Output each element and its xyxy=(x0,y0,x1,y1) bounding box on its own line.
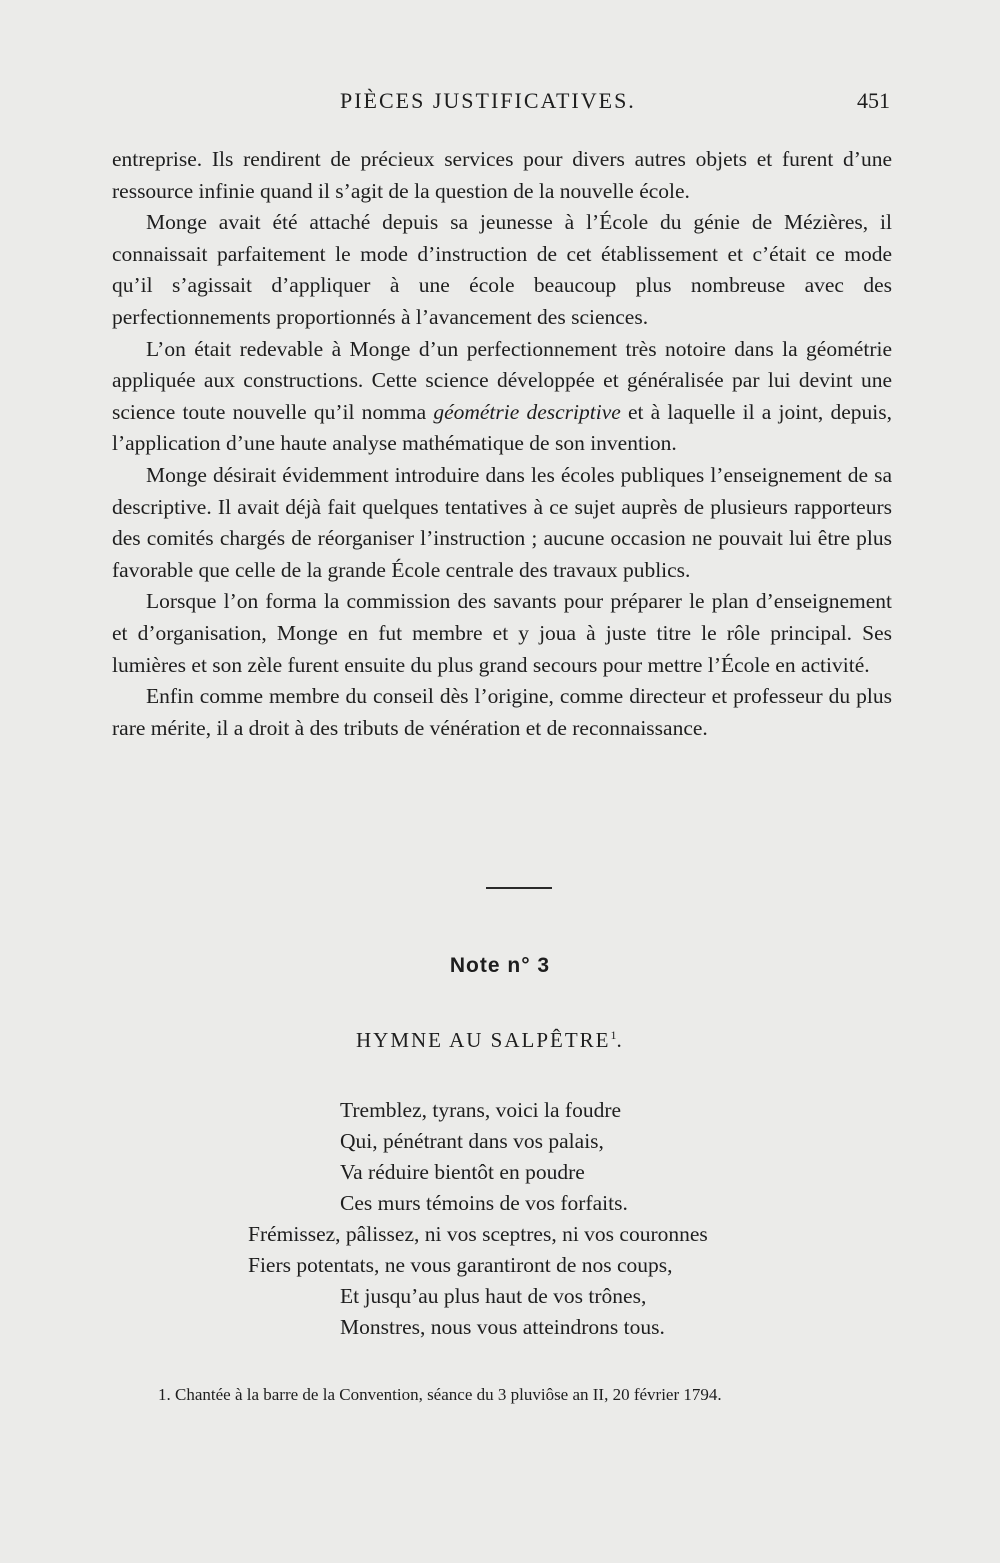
footnote-marker[interactable]: 1 xyxy=(610,1028,617,1042)
poem-line: Qui, pénétrant dans vos palais, xyxy=(340,1129,604,1153)
running-title: PIÈCES JUSTIFICATIVES. xyxy=(340,88,636,113)
paragraph-conseil: Enfin comme membre du conseil dès l’origine, comme directeur et professeur du plus rare mérite, il a droit à des tributs de vénération et de reconnaissance. xyxy=(112,684,892,740)
paragraph-continuation: entreprise. Ils rendirent de précieux services pour divers autres objets et furent d’une ressource infinie quand il s’agit de la question de la nouvelle école. xyxy=(112,147,892,203)
italic-term: géométrie descriptive xyxy=(433,399,621,424)
footnote: 1. Chantée à la barre de la Convention, séance du 3 pluviôse an II, 20 février 1794. xyxy=(158,1385,722,1404)
paragraph-enseignement: Monge désirait évidemment introduire dans les écoles publiques l’enseignement de sa descriptive. Il avait déjà fait quelques tentatives à ce sujet auprès de plusieurs rapporteurs des comités chargés de réorganiser l’instruction ; aucune occasion ne pouvait lui être plus favorable que celle de la grande École centrale des travaux publics. xyxy=(112,462,892,582)
paragraph-monge-mezieres: Monge avait été attaché depuis sa jeunesse à l’École du génie de Mézières, il connaissait parfaitement le mode d’instruction de cet établissement et c’était ce mode qu’il s’agissait d’appliquer à une école beaucoup plus nombreuse avec des perfectionnements proportionnés à l’avancement des sciences. xyxy=(112,210,892,329)
poem-line: Va réduire bientôt en poudre xyxy=(340,1160,585,1184)
running-head xyxy=(112,88,892,122)
poem-line: Monstres, nous vous atteindrons tous. xyxy=(340,1315,665,1339)
poem-line: Et jusqu’au plus haut de vos trônes, xyxy=(340,1284,647,1308)
poem-line: Fiers potentats, ne vous garantiront de nos coups, xyxy=(248,1253,673,1277)
section-divider xyxy=(486,887,552,889)
poem-line: Frémissez, pâlissez, ni vos sceptres, ni vos couronnes xyxy=(248,1222,708,1246)
poem-line: Ces murs témoins de vos forfaits. xyxy=(340,1191,628,1215)
page-number: 451 xyxy=(857,88,890,113)
body-text xyxy=(112,144,892,744)
poem-line: Tremblez, tyrans, voici la foudre xyxy=(340,1098,622,1122)
paragraph-geometrie-descriptive: L’on était redevable à Monge d’un perfectionnement très notoire dans la géométrie appliquée aux constructions. Cette science développée et généralisée par lui devint une science toute nouvelle qu’il nomma géométrie descriptive et à laquelle il a joint, depuis, l’application d’une haute analyse mathématique de son invention. xyxy=(112,336,892,456)
note-heading: Note n° 3 xyxy=(449,954,551,977)
hymn-title: HYMNE AU SALPÊTRE$^1$. xyxy=(356,1028,624,1052)
paragraph-commission: Lorsque l’on forma la commission des savants pour préparer le plan d’enseignement et d’organisation, Monge en fut membre et y joua à juste titre le rôle principal. Ses lumières et son zèle furent ensuite du plus grand secours pour mettre l’École en activité. xyxy=(112,589,892,677)
